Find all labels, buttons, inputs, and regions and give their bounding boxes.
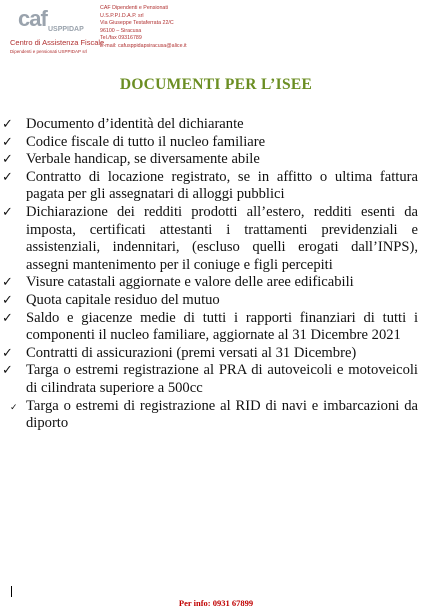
list-item (0, 151, 432, 169)
list-item (0, 345, 432, 363)
check-icon: ✓ (2, 292, 13, 308)
header-line: CAF Dipendenti e Pensionati (100, 5, 169, 11)
list-item (0, 116, 432, 134)
page-title: DOCUMENTI PER L’ISEE (119, 76, 313, 93)
document-list (0, 116, 432, 433)
list-item-text: Contratti di assicurazioni (premi versati al 31 Dicembre) (26, 344, 357, 361)
list-item (0, 292, 432, 310)
list-item (0, 169, 432, 204)
check-icon: ✓ (2, 275, 13, 291)
logo-sub: USPPIDAP (48, 26, 84, 33)
header-contact-info (100, 5, 187, 51)
list-item-text: Contratto di locazione registrato, se in affitto o ultima fattura pagata per gli assegnatari di alloggi pubblici (26, 168, 418, 203)
check-icon: ✓ (2, 363, 13, 379)
check-icon: ✓ (10, 402, 18, 413)
logo-centro: Centro di Assistenza Fiscale (10, 38, 105, 47)
caf-logo (8, 6, 105, 56)
check-icon: ✓ (2, 345, 13, 361)
check-icon: ✓ (2, 117, 13, 132)
header-line: Tel./fax 09316789 (100, 35, 142, 42)
list-item-text: Codice fiscale di tutto il nucleo familiare (26, 133, 266, 150)
header-email: E-mail: cafusppidapsiracusa@alice.it (100, 42, 187, 49)
list-item-text: Targa o estremi di registrazione al RID di navi e imbarcazioni da diporto (26, 397, 418, 432)
list-item-text: Documento d’identità del dichiarante (26, 116, 244, 132)
logo-brand: caf (18, 6, 47, 31)
list-item (0, 274, 432, 292)
list-item (0, 134, 432, 152)
list-item (0, 362, 432, 397)
list-item (0, 204, 432, 274)
header-line: Via Giuseppe Testaferrata 22/C (100, 20, 174, 27)
header-line: 96100 – Siracusa (100, 27, 142, 34)
check-icon: ✓ (2, 169, 13, 185)
list-item-text: Verbale handicap, se diversamente abile (26, 151, 260, 168)
list-item-text: Quota capitale residuo del mutuo (26, 291, 220, 308)
list-item-text: Dichiarazione dei redditi prodotti all’estero, redditi esenti da imposta, certificati attestanti i trattamenti previdenziali e assistenziali, indennitari, (escluso quelli erogati dall’INPS), assegni mantenimento per il coniuge e figli percepiti (26, 203, 418, 273)
check-icon: ✓ (2, 310, 13, 326)
list-item-text: Visure catastali aggiornate e valore delle aree edificabili (26, 274, 354, 291)
logo-tagline: Dipendenti e pensionati USPPIDAP srl (10, 49, 87, 54)
check-icon: ✓ (2, 204, 13, 220)
list-item (0, 310, 432, 345)
check-icon: ✓ (2, 134, 13, 150)
check-icon: ✓ (2, 152, 13, 168)
header-line: U.S.P.P.I.D.A.P. srl (100, 12, 144, 19)
cursor-mark (11, 586, 12, 597)
list-item-text: Saldo e giacenze medie di tutti i rapporti finanziari di tutti i componenti il nucleo familiare, aggiornate al 31 Dicembre 2021 (26, 309, 418, 344)
list-item-text: Targa o estremi registrazione al PRA di autoveicoli e motoveicoli di cilindrata superiore a 500cc (26, 362, 418, 396)
footer-info: Per info: 0931 67899 (178, 598, 254, 608)
list-item (0, 398, 432, 433)
